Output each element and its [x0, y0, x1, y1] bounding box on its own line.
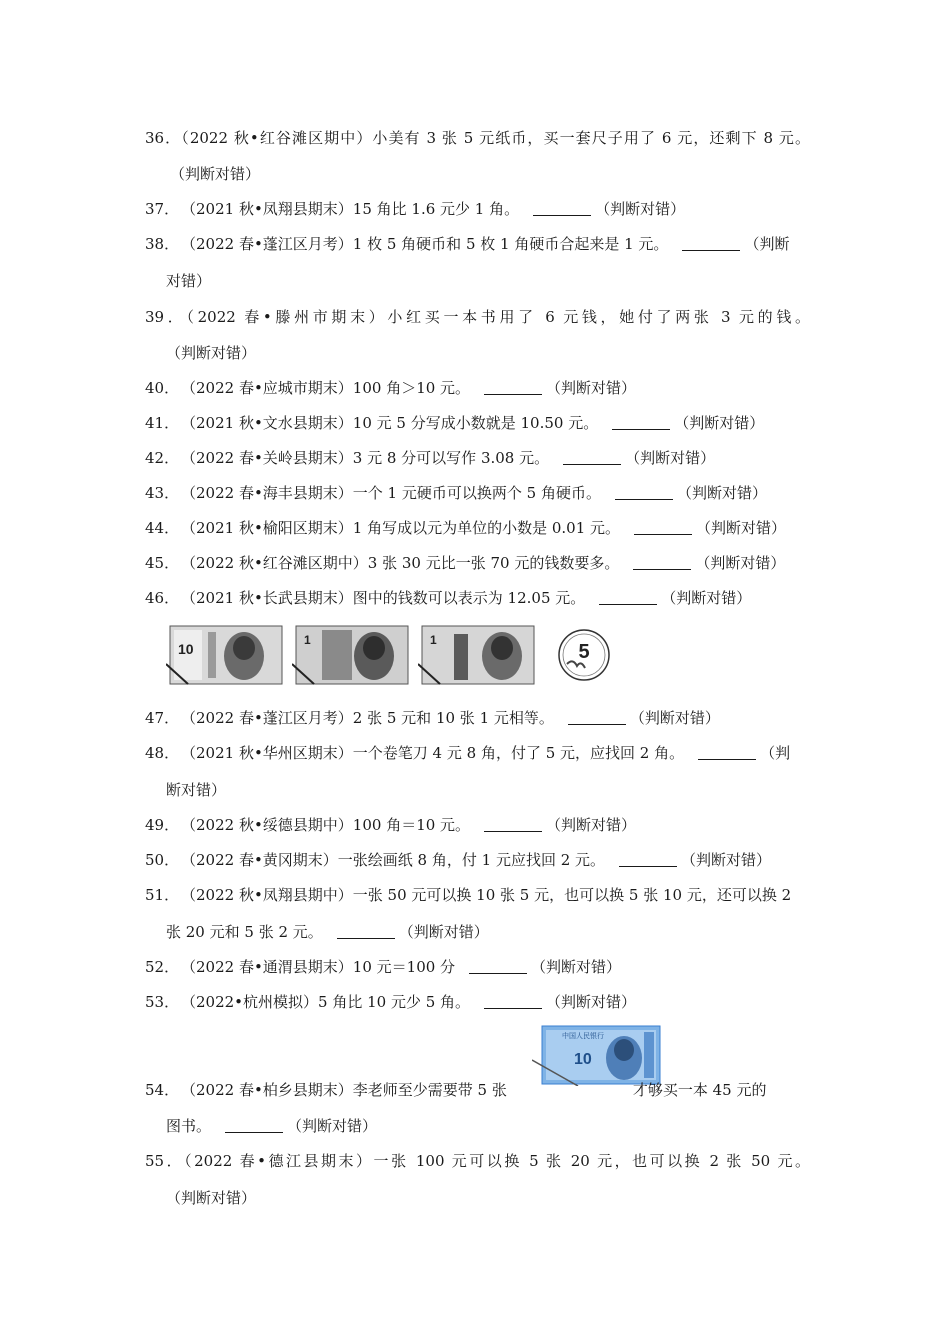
judge-label: （判断对错） — [695, 554, 786, 572]
answer-blank[interactable] — [599, 588, 657, 605]
judge-label: （判断对错） — [287, 1117, 378, 1135]
question-text: （2021 秋•凤翔县期末）15 角比 1.6 元少 1 角。 — [181, 200, 520, 218]
answer-blank[interactable] — [563, 448, 621, 465]
question-number: 47． — [145, 709, 180, 727]
judge-label: （判断对错） — [696, 519, 787, 537]
question-51-continuation — [166, 915, 489, 950]
question-54-continuation — [166, 1109, 377, 1144]
question-text-cont: 图书。 — [166, 1117, 212, 1135]
answer-blank[interactable] — [484, 815, 542, 832]
banknote-1-image — [292, 624, 410, 686]
question-number: 49． — [145, 816, 180, 834]
question-text: （2021 秋•华州区期末）一个卷笔刀 4 元 8 角，付了 5 元，应找回 2 角。 — [181, 744, 685, 762]
judge-label: （判断 — [744, 235, 790, 253]
answer-blank[interactable] — [469, 957, 527, 974]
question-text: （2022 春•海丰县期末）一个 1 元硬币可以换两个 5 角硬币。 — [181, 484, 601, 502]
answer-blank[interactable] — [484, 378, 542, 395]
question-52 — [145, 950, 810, 985]
judge-label-cont: 对错） — [166, 272, 212, 290]
answer-blank[interactable] — [225, 1116, 283, 1133]
question-number: 54． — [145, 1081, 180, 1099]
answer-blank[interactable] — [484, 992, 542, 1009]
question-text: （2021 秋•长武县期末）图中的钱数可以表示为 12.05 元。 — [181, 589, 586, 607]
question-44 — [145, 511, 810, 546]
question-text: （2022 秋•红谷滩区期中）3 张 30 元比一张 70 元的钱数要多。 — [181, 554, 620, 572]
judge-label: （判断对错） — [166, 344, 257, 362]
question-48-continuation — [166, 773, 226, 808]
question-number: 41． — [145, 414, 180, 432]
question-number: 39． — [145, 308, 187, 326]
question-text: （2022 春•滕州市期末）小红买一本书用了 6 元钱，她付了两张 3 元的钱。 — [186, 308, 811, 326]
question-46 — [145, 581, 810, 616]
question-text: （2021 秋•榆阳区期末）1 角写成以元为单位的小数是 0.01 元。 — [181, 519, 621, 537]
answer-blank[interactable] — [698, 743, 756, 760]
answer-blank[interactable] — [615, 483, 673, 500]
judge-label: （判断对错） — [681, 851, 772, 869]
note-denomination: 10 — [574, 1051, 592, 1068]
judge-label-cont: 断对错） — [166, 781, 227, 799]
question-text: （2022 春•德江县期末）一张 100 元可以换 5 张 20 元，也可以换 2 张 50 元。 — [184, 1152, 810, 1170]
question-55-continuation — [166, 1181, 256, 1216]
question-text: （2022 春•应城市期末）100 角＞10 元。 — [181, 379, 471, 397]
question-number: 45． — [145, 554, 180, 572]
question-38 — [145, 227, 810, 262]
question-text: （2022 春•蓬江区月考）2 张 5 元和 10 张 1 元相等。 — [181, 709, 554, 727]
question-number: 36． — [145, 129, 182, 147]
question-39 — [145, 300, 810, 335]
answer-blank[interactable] — [633, 553, 691, 570]
question-40 — [145, 371, 810, 406]
banknote-1-image — [418, 624, 536, 686]
question-number: 46． — [145, 589, 180, 607]
question-number: 43． — [145, 484, 180, 502]
question-number: 42． — [145, 449, 180, 467]
judge-label: （判 — [760, 744, 791, 762]
question-50 — [145, 843, 810, 878]
question-39-continuation — [166, 336, 256, 371]
question-text: （2022 春•通渭县期末）10 元＝100 分 — [181, 958, 456, 976]
question-number: 53． — [145, 993, 180, 1011]
question-38-continuation — [166, 264, 211, 299]
question-text-cont: 张 20 元和 5 张 2 元。 — [166, 923, 323, 941]
question-55 — [145, 1144, 810, 1179]
question-text: （2022 春•柏乡县期末）李老师至少需要带 5 张 — [181, 1081, 507, 1099]
answer-blank[interactable] — [612, 413, 670, 430]
judge-label: （判断对错） — [629, 709, 720, 727]
note-denomination: 1 — [304, 633, 311, 647]
question-text: （2022 春•关岭县期末）3 元 8 分可以写作 3.08 元。 — [181, 449, 550, 467]
banknote-10-image — [166, 624, 284, 686]
question-47 — [145, 701, 810, 736]
question-text: （2022 秋•红谷滩区期中）小美有 3 张 5 元纸币，买一套尺子用了 6 元，还剩下 8 元。 — [181, 129, 810, 147]
question-number: 50． — [145, 851, 180, 869]
question-text: （2022 春•蓬江区月考）1 枚 5 角硬币和 5 枚 1 角硬币合起来是 1 元。 — [181, 235, 669, 253]
judge-label: （判断对错） — [398, 923, 489, 941]
question-text: （2022•杭州模拟）5 角比 10 元少 5 角。 — [181, 993, 471, 1011]
question-text-after: 才够买一本 45 元的 — [632, 1081, 767, 1099]
question-number: 48． — [145, 744, 180, 762]
answer-blank[interactable] — [682, 234, 740, 251]
answer-blank[interactable] — [337, 922, 395, 939]
answer-blank[interactable] — [619, 850, 677, 867]
answer-blank[interactable] — [533, 199, 591, 216]
question-37 — [145, 192, 810, 227]
question-text: （2021 秋•文水县期末）10 元 5 分写成小数就是 10.50 元。 — [181, 414, 599, 432]
note-header: 中国人民银行 — [562, 1032, 604, 1040]
question-45 — [145, 546, 810, 581]
question-41 — [145, 406, 810, 441]
note-denomination: 10 — [178, 641, 194, 657]
answer-blank[interactable] — [568, 708, 626, 725]
judge-label: （判断对错） — [546, 993, 637, 1011]
judge-label: （判断对错） — [166, 1189, 257, 1207]
question-43 — [145, 476, 810, 511]
judge-label: （判断对错） — [676, 484, 767, 502]
question-53 — [145, 985, 810, 1020]
judge-label: （判断对错） — [661, 589, 752, 607]
question-text: （2022 秋•凤翔县期中）一张 50 元可以换 10 张 5 元，也可以换 5 张 10 元，还可以换 2 — [181, 886, 792, 904]
judge-label: （判断对错） — [546, 379, 637, 397]
judge-label: （判断对错） — [546, 816, 637, 834]
question-number: 51． — [145, 886, 180, 904]
judge-label: （判断对错） — [625, 449, 716, 467]
question-number: 40． — [145, 379, 180, 397]
question-49 — [145, 808, 810, 843]
question-36 — [145, 121, 810, 156]
question-51 — [145, 878, 810, 913]
question-number: 55． — [145, 1152, 185, 1170]
note-denomination: 1 — [430, 633, 437, 647]
coin-5-jiao-image — [557, 628, 611, 682]
question-42 — [145, 441, 810, 476]
question-number: 38． — [145, 235, 180, 253]
question-number: 52． — [145, 958, 180, 976]
question-48 — [145, 736, 810, 771]
judge-label: （判断对错） — [531, 958, 622, 976]
coin-denomination: 5 — [578, 641, 590, 663]
judge-label: （判断对错） — [595, 200, 686, 218]
judge-label: （判断对错） — [674, 414, 765, 432]
question-text: （2022 秋•绥德县期中）100 角＝10 元。 — [181, 816, 471, 834]
question-text: （2022 春•黄冈期末）一张绘画纸 8 角，付 1 元应找回 2 元。 — [181, 851, 606, 869]
judge-label: （判断对错） — [170, 165, 261, 183]
answer-blank[interactable] — [634, 518, 692, 535]
question-number: 37． — [145, 200, 180, 218]
question-36-continuation — [166, 157, 260, 192]
question-number: 44． — [145, 519, 180, 537]
question-54 — [145, 1073, 810, 1108]
